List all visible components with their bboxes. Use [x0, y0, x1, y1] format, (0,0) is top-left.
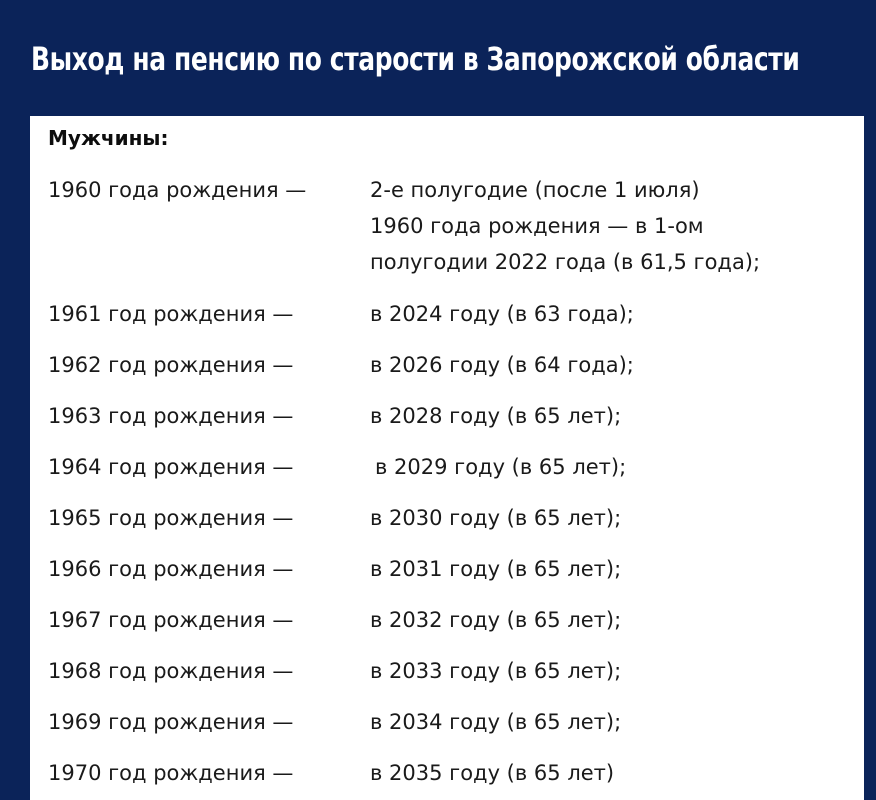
header-banner	[0, 0, 876, 116]
section-subtitle: Мужчины:	[48, 126, 169, 150]
row-label: 1966 год рождения —	[48, 557, 294, 581]
row-label: 1970 год рождения —	[48, 761, 294, 785]
row-label: 1967 год рождения —	[48, 608, 294, 632]
row-value: в 2034 году (в 65 лет);	[370, 710, 622, 734]
row-label: 1969 год рождения —	[48, 710, 294, 734]
row-label: 1968 год рождения —	[48, 659, 294, 683]
row-value: в 2035 году (в 65 лет)	[370, 761, 615, 785]
row-value: 2-е полугодие (после 1 июля) 1960 года рождения — в 1-ом полугодии 2022 года (в 61,5 года);	[370, 178, 761, 274]
row-value: в 2032 году (в 65 лет);	[370, 608, 622, 632]
row-label: 1961 год рождения —	[48, 302, 294, 326]
row-value: в 2028 году (в 65 лет);	[370, 404, 622, 428]
row-value: в 2030 году (в 65 лет);	[370, 506, 622, 530]
row-label: 1962 год рождения —	[48, 353, 294, 377]
row-value: в 2031 году (в 65 лет);	[370, 557, 622, 581]
row-value: в 2033 году (в 65 лет);	[370, 659, 622, 683]
row-label: 1965 год рождения —	[48, 506, 294, 530]
row-value: в 2024 году (в 63 года);	[370, 302, 634, 326]
row-value: в 2029 году (в 65 лет);	[375, 455, 627, 479]
row-label: 1960 года рождения —	[48, 178, 307, 202]
row-label: 1964 год рождения —	[48, 455, 294, 479]
row-label: 1963 год рождения —	[48, 404, 294, 428]
row-value: в 2026 году (в 64 года);	[370, 353, 634, 377]
page-title: Выход на пенсию по старости в Запорожской области	[31, 40, 800, 78]
content-card	[30, 116, 864, 800]
